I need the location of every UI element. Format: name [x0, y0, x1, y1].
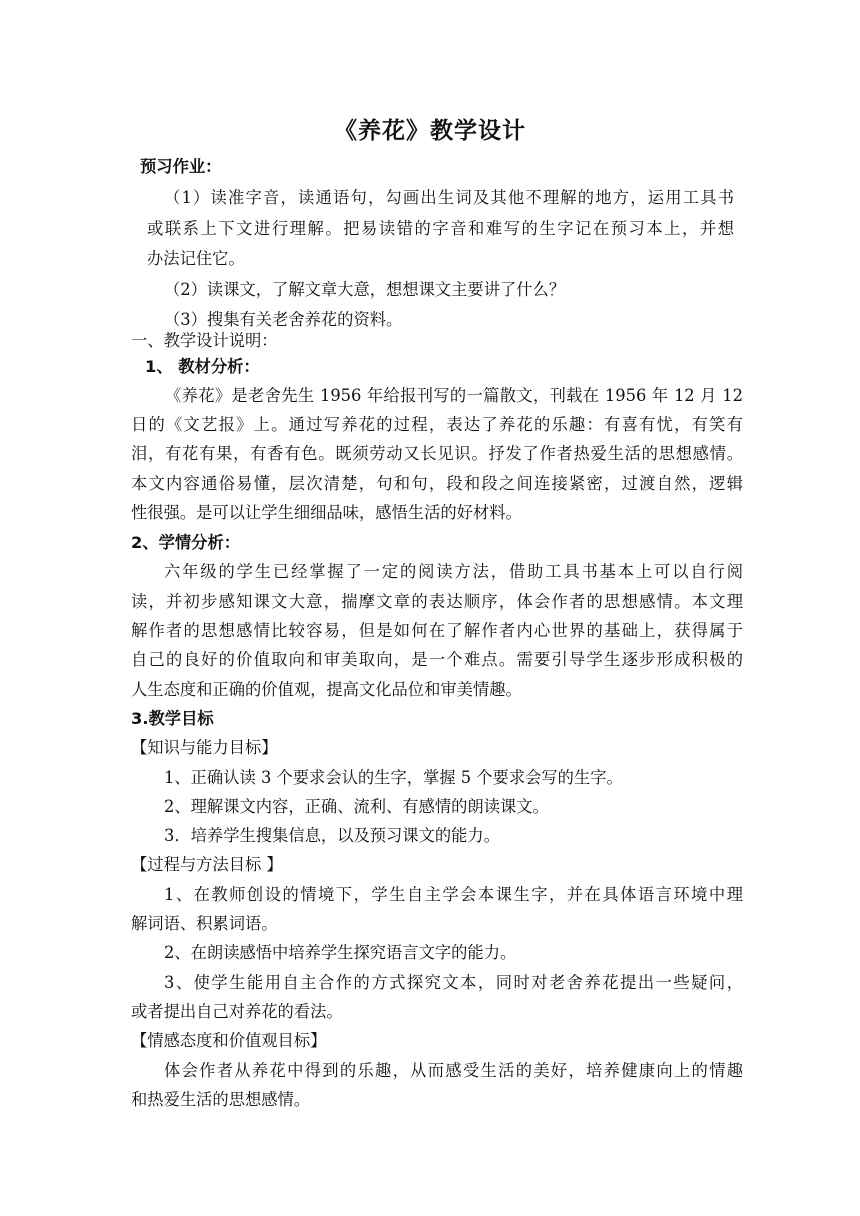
preview-line: 办法记住它。 — [147, 249, 245, 268]
paragraph-line: 《养花》是老舍先生 1956 年给报刊写的一篇散文，刊载在 1956 年 12 月 12 — [165, 386, 743, 405]
students-heading: 2、学情分析： — [131, 533, 241, 552]
goal-item: 解词语、积累词语。 — [131, 914, 278, 933]
knowledge-heading: 【知识与能力目标】 — [131, 738, 278, 757]
emotion-heading: 【情感态度和价值观目标】 — [131, 1031, 327, 1050]
page-title: 《养花》教学设计 — [334, 118, 526, 144]
process-heading: 【过程与方法目标 】 — [131, 855, 283, 874]
preview-line: （1）读准字音，读通语句，勾画出生词及其他不理解的地方，运用工具书 — [164, 188, 734, 207]
paragraph-line: 解作者的思想感情比较容易，但是如何在了解作者内心世界的基础上，获得属于 — [131, 621, 743, 640]
goal-item: 2、理解课文内容，正确、流利、有感情的朗读课文。 — [164, 797, 549, 816]
paragraph-line: 本文内容通俗易懂，层次清楚，句和句，段和段之间连接紧密，过渡自然，逻辑 — [131, 474, 743, 493]
goal-item: 3、使学生能用自主合作的方式探究文本，同时对老舍养花提出一些疑问， — [164, 973, 743, 992]
preview-line: （2）读课文，了解文章大意，想想课文主要讲了什么？ — [164, 280, 566, 299]
preview-heading: 预习作业： — [140, 157, 222, 176]
goal-item: 1、在教师创设的情境下，学生自主学会本课生字，并在具体语言环境中理 — [164, 885, 743, 904]
goal-item: 2、在朗读感悟中培养学生探究语言文字的能力。 — [164, 943, 517, 962]
goal-item: 和热爱生活的思想感情。 — [131, 1090, 311, 1109]
paragraph-line: 泪，有花有果，有香有色。既须劳动又长见识。抒发了作者热爱生活的思想感情。 — [131, 444, 743, 463]
paragraph-line: 人生态度和正确的价值观，提高文化品位和审美情趣。 — [131, 680, 522, 699]
paragraph-line: 六年级的学生已经掌握了一定的阅读方法，借助工具书基本上可以自行阅 — [164, 562, 743, 581]
textbook-heading: 1、 教材分析： — [145, 357, 260, 376]
goal-item: 1、正确认读 3 个要求会认的生字，掌握 5 个要求会写的生字。 — [164, 768, 623, 787]
paragraph-line: 日的《文艺报》上。通过写养花的过程，表达了养花的乐趣：有喜有忧，有笑有 — [131, 415, 743, 434]
goal-item: 3．培养学生搜集信息，以及预习课文的能力。 — [164, 826, 500, 845]
goals-heading: 3.教学目标 — [131, 709, 214, 728]
paragraph-line: 性很强。是可以让学生细细品味，感悟生活的好材料。 — [131, 503, 522, 522]
paragraph-line: 自己的良好的价值取向和审美取向，是一个难点。需要引导学生逐步形成积极的 — [131, 650, 743, 669]
goal-item: 或者提出自己对养花的看法。 — [131, 1002, 343, 1021]
goal-item: 体会作者从养花中得到的乐趣，从而感受生活的美好，培养健康向上的情趣 — [164, 1061, 743, 1080]
preview-line: （3）搜集有关老舍养花的资料。 — [164, 310, 403, 329]
preview-line: 或联系上下文进行理解。把易读错的字音和难写的生字记在预习本上，并想 — [147, 219, 734, 238]
section-heading: 一、教学设计说明： — [131, 331, 278, 350]
paragraph-line: 读，并初步感知课文大意，揣摩文章的表达顺序，体会作者的思想感情。本文理 — [131, 592, 743, 611]
